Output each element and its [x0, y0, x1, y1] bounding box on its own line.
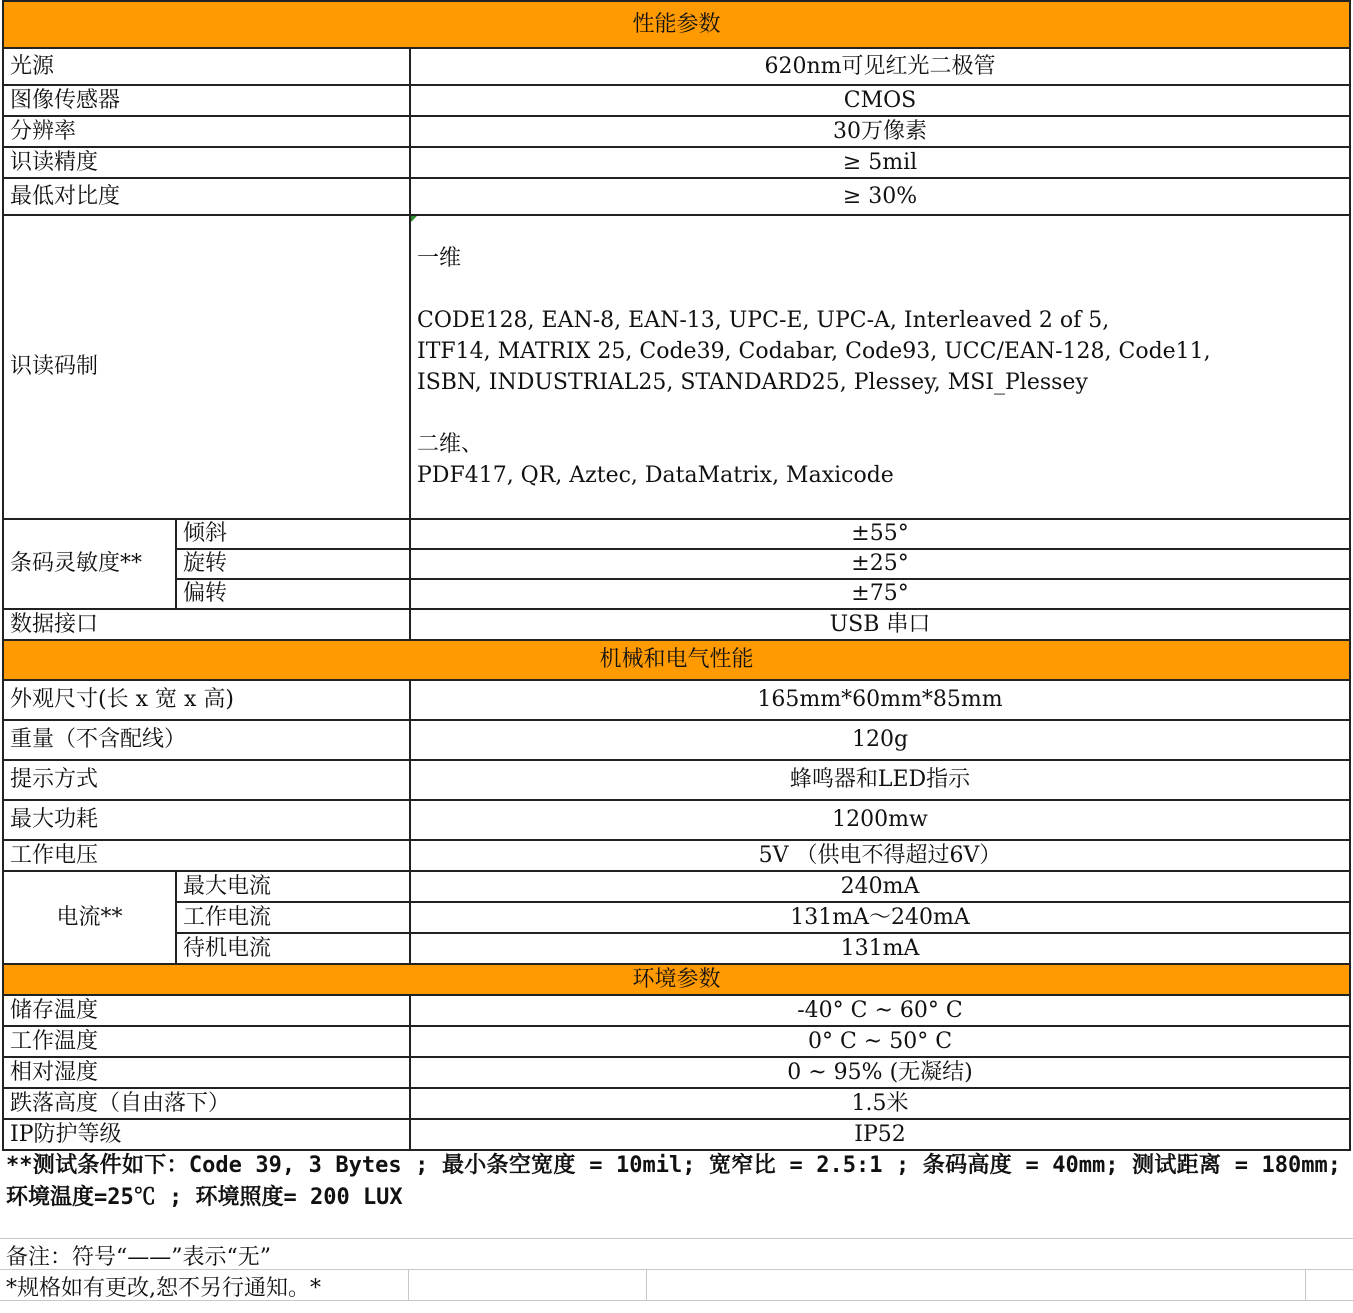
row-label: 重量（不含配线）	[3, 720, 410, 760]
spec-table	[2, 0, 1351, 1151]
one-d-codes-line: ITF14, MATRIX 25, Code39, Codabar, Code93, UCC/EAN-128, Code11,	[417, 339, 1211, 364]
table-row	[3, 85, 1350, 116]
row-label: IP防护等级	[3, 1119, 410, 1150]
row-value: ≥ 30%	[410, 178, 1350, 215]
table-row	[3, 800, 1350, 840]
table-row	[3, 840, 1350, 871]
row-value: 蜂鸣器和LED指示	[410, 760, 1350, 800]
row-value: CMOS	[410, 85, 1350, 116]
row-label: 提示方式	[3, 760, 410, 800]
table-row	[3, 178, 1350, 215]
row-label: 数据接口	[3, 609, 410, 640]
footer-remarks	[0, 1238, 1353, 1313]
table-row	[3, 720, 1350, 760]
row-label: 光源	[3, 48, 410, 85]
row-label: 图像传感器	[3, 85, 410, 116]
row-value: 131mA	[410, 933, 1350, 964]
row-value: 30万像素	[410, 116, 1350, 147]
row-label: 分辨率	[3, 116, 410, 147]
symbology-row	[3, 215, 1350, 519]
row-label: 倾斜	[176, 519, 410, 549]
row-label: 旋转	[176, 549, 410, 579]
row-value: 620nm可见红光二极管	[410, 48, 1350, 85]
one-d-codes-line: CODE128, EAN-8, EAN-13, UPC-E, UPC-A, Interleaved 2 of 5,	[417, 308, 1110, 333]
section-row-mechanical	[3, 640, 1350, 680]
row-label: 工作温度	[3, 1026, 410, 1057]
section-row-environment	[3, 964, 1350, 995]
table-row	[3, 147, 1350, 178]
table-row	[3, 579, 1350, 609]
table-row	[3, 902, 1350, 933]
row-label: 待机电流	[176, 933, 410, 964]
remark-line: *规格如有更改,恕不另行通知。*	[6, 1276, 321, 1301]
section-title-environment: 环境参数	[3, 964, 1350, 995]
row-value: 0° C ~ 50° C	[410, 1026, 1350, 1057]
section-row-performance	[3, 1, 1350, 48]
table-row	[3, 871, 1350, 902]
table-row	[3, 1057, 1350, 1088]
section-title-mechanical: 机械和电气性能	[3, 640, 1350, 680]
row-value: 5V （供电不得超过6V）	[410, 840, 1350, 871]
row-value: 165mm*60mm*85mm	[410, 680, 1350, 720]
row-value: IP52	[410, 1119, 1350, 1150]
row-value: 1.5米	[410, 1088, 1350, 1119]
table-row	[3, 1026, 1350, 1057]
table-row	[3, 760, 1350, 800]
one-d-title: 一维	[417, 246, 462, 271]
row-label: 跌落高度（自由落下）	[3, 1088, 410, 1119]
row-label: 工作电流	[176, 902, 410, 933]
row-value: 131mA～240mA	[410, 902, 1350, 933]
row-label: 识读精度	[3, 147, 410, 178]
row-value: USB 串口	[410, 609, 1350, 640]
remark-line: 备注：符号“——”表示“无”	[6, 1245, 271, 1270]
row-label: 工作电压	[3, 840, 410, 871]
row-label: 相对湿度	[3, 1057, 410, 1088]
row-label: 最大电流	[176, 871, 410, 902]
symbology-label: 识读码制	[3, 215, 410, 519]
row-value: 240mA	[410, 871, 1350, 902]
symbology-list	[410, 215, 1350, 519]
row-value: ±75°	[410, 579, 1350, 609]
row-value: ≥ 5mil	[410, 147, 1350, 178]
table-row	[3, 995, 1350, 1026]
table-row	[3, 680, 1350, 720]
table-row	[3, 609, 1350, 640]
row-value: 0 ~ 95% (无凝结)	[410, 1057, 1350, 1088]
sensitivity-label: 条码灵敏度**	[3, 519, 176, 609]
table-row	[3, 48, 1350, 85]
test-conditions-note: **测试条件如下：Code 39, 3 Bytes ; 最小条空宽度 = 10mil; 宽窄比 = 2.5:1 ; 条码高度 = 40mm; 测试距离 = 180mm;环境温度=25℃ ; 环境照度= 200 LUX	[6, 1153, 1341, 1210]
row-value: ±25°	[410, 549, 1350, 579]
one-d-codes-line: ISBN, INDUSTRIAL25, STANDARD25, Plessey, MSI_Plessey	[417, 370, 1088, 395]
row-value: 1200mw	[410, 800, 1350, 840]
table-row	[3, 116, 1350, 147]
table-row	[3, 933, 1350, 964]
row-label: 储存温度	[3, 995, 410, 1026]
table-row	[3, 549, 1350, 579]
table-row	[3, 519, 1350, 549]
two-d-codes-line: PDF417, QR, Aztec, DataMatrix, Maxicode	[417, 463, 894, 488]
current-label: 电流**	[3, 871, 176, 964]
two-d-title: 二维、	[417, 432, 484, 457]
table-row	[3, 1119, 1350, 1150]
row-label: 最大功耗	[3, 800, 410, 840]
table-row	[3, 1088, 1350, 1119]
row-value: -40° C ~ 60° C	[410, 995, 1350, 1026]
row-value: ±55°	[410, 519, 1350, 549]
section-title-performance: 性能参数	[3, 1, 1350, 48]
row-label: 偏转	[176, 579, 410, 609]
row-label: 最低对比度	[3, 178, 410, 215]
cell-marker-icon	[411, 216, 417, 222]
row-value: 120g	[410, 720, 1350, 760]
row-label: 外观尺寸(长 x 宽 x 高)	[3, 680, 410, 720]
